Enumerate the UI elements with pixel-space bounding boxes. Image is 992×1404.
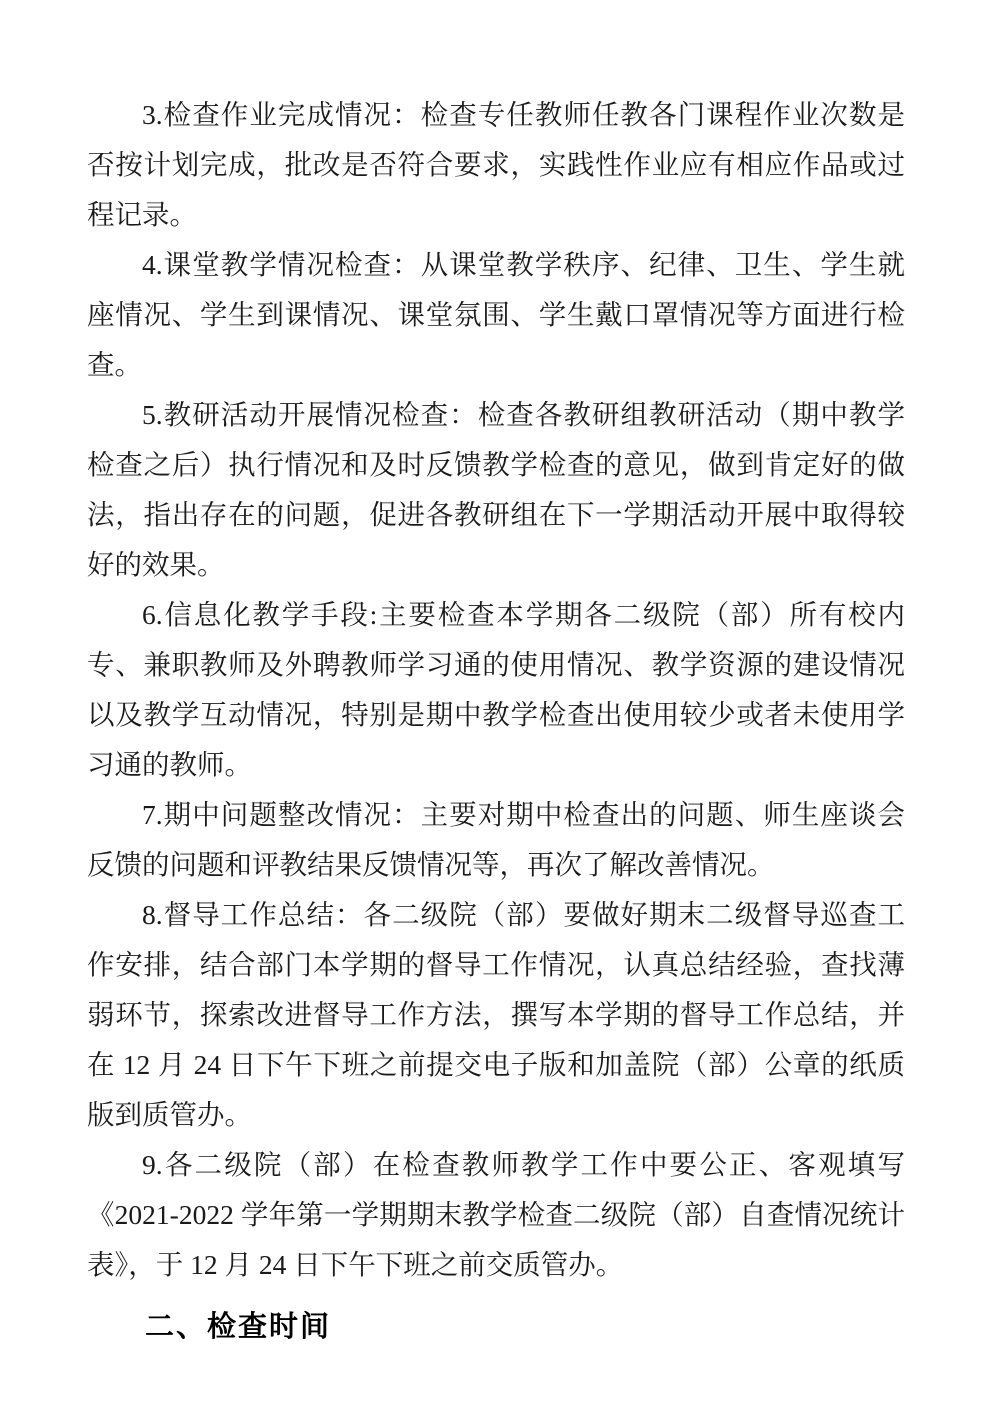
paragraph: 6.信息化教学手段:主要检查本学期各二级院（部）所有校内专、兼职教师及外聘教师学习通的使用情况、教学资源的建设情况以及教学互动情况，特别是期中教学检查出使用较少或者未使用学习通的教师。 [87, 599, 905, 780]
paragraph: 7.期中问题整改情况：主要对期中检查出的问题、师生座谈会反馈的问题和评教结果反馈情况等，再次了解改善情况。 [87, 799, 905, 880]
section-heading: 二、检查时间 [145, 1311, 332, 1343]
document-body [87, 90, 905, 1290]
paragraph: 8.督导工作总结：各二级院（部）要做好期末二级督导巡查工作安排，结合部门本学期的督导工作情况，认真总结经验，查找薄弱环节，探索改进督导工作方法，撰写本学期的督导工作总结，并在 12 月 24 日下午下班之前提交电子版和加盖院（部）公章的纸质版到质管办。 [87, 899, 905, 1130]
paragraph: 3.检查作业完成情况：检查专任教师任教各门课程作业次数是否按计划完成，批改是否符合要求，实践性作业应有相应作品或过程记录。 [87, 99, 905, 230]
paragraph: 4.课堂教学情况检查：从课堂教学秩序、纪律、卫生、学生就座情况、学生到课情况、课堂氛围、学生戴口罩情况等方面进行检查。 [87, 249, 905, 380]
paragraph: 9.各二级院（部）在检查教师教学工作中要公正、客观填写《2021-2022 学年第一学期期末教学检查二级院（部）自查情况统计表》，于 12 月 24 日下午下班之前交质管办。 [87, 1149, 905, 1280]
paragraph: 5.教研活动开展情况检查：检查各教研组教研活动（期中教学检查之后）执行情况和及时反馈教学检查的意见，做到肯定好的做法，指出存在的问题，促进各教研组在下一学期活动开展中取得较好的效果。 [87, 399, 905, 580]
